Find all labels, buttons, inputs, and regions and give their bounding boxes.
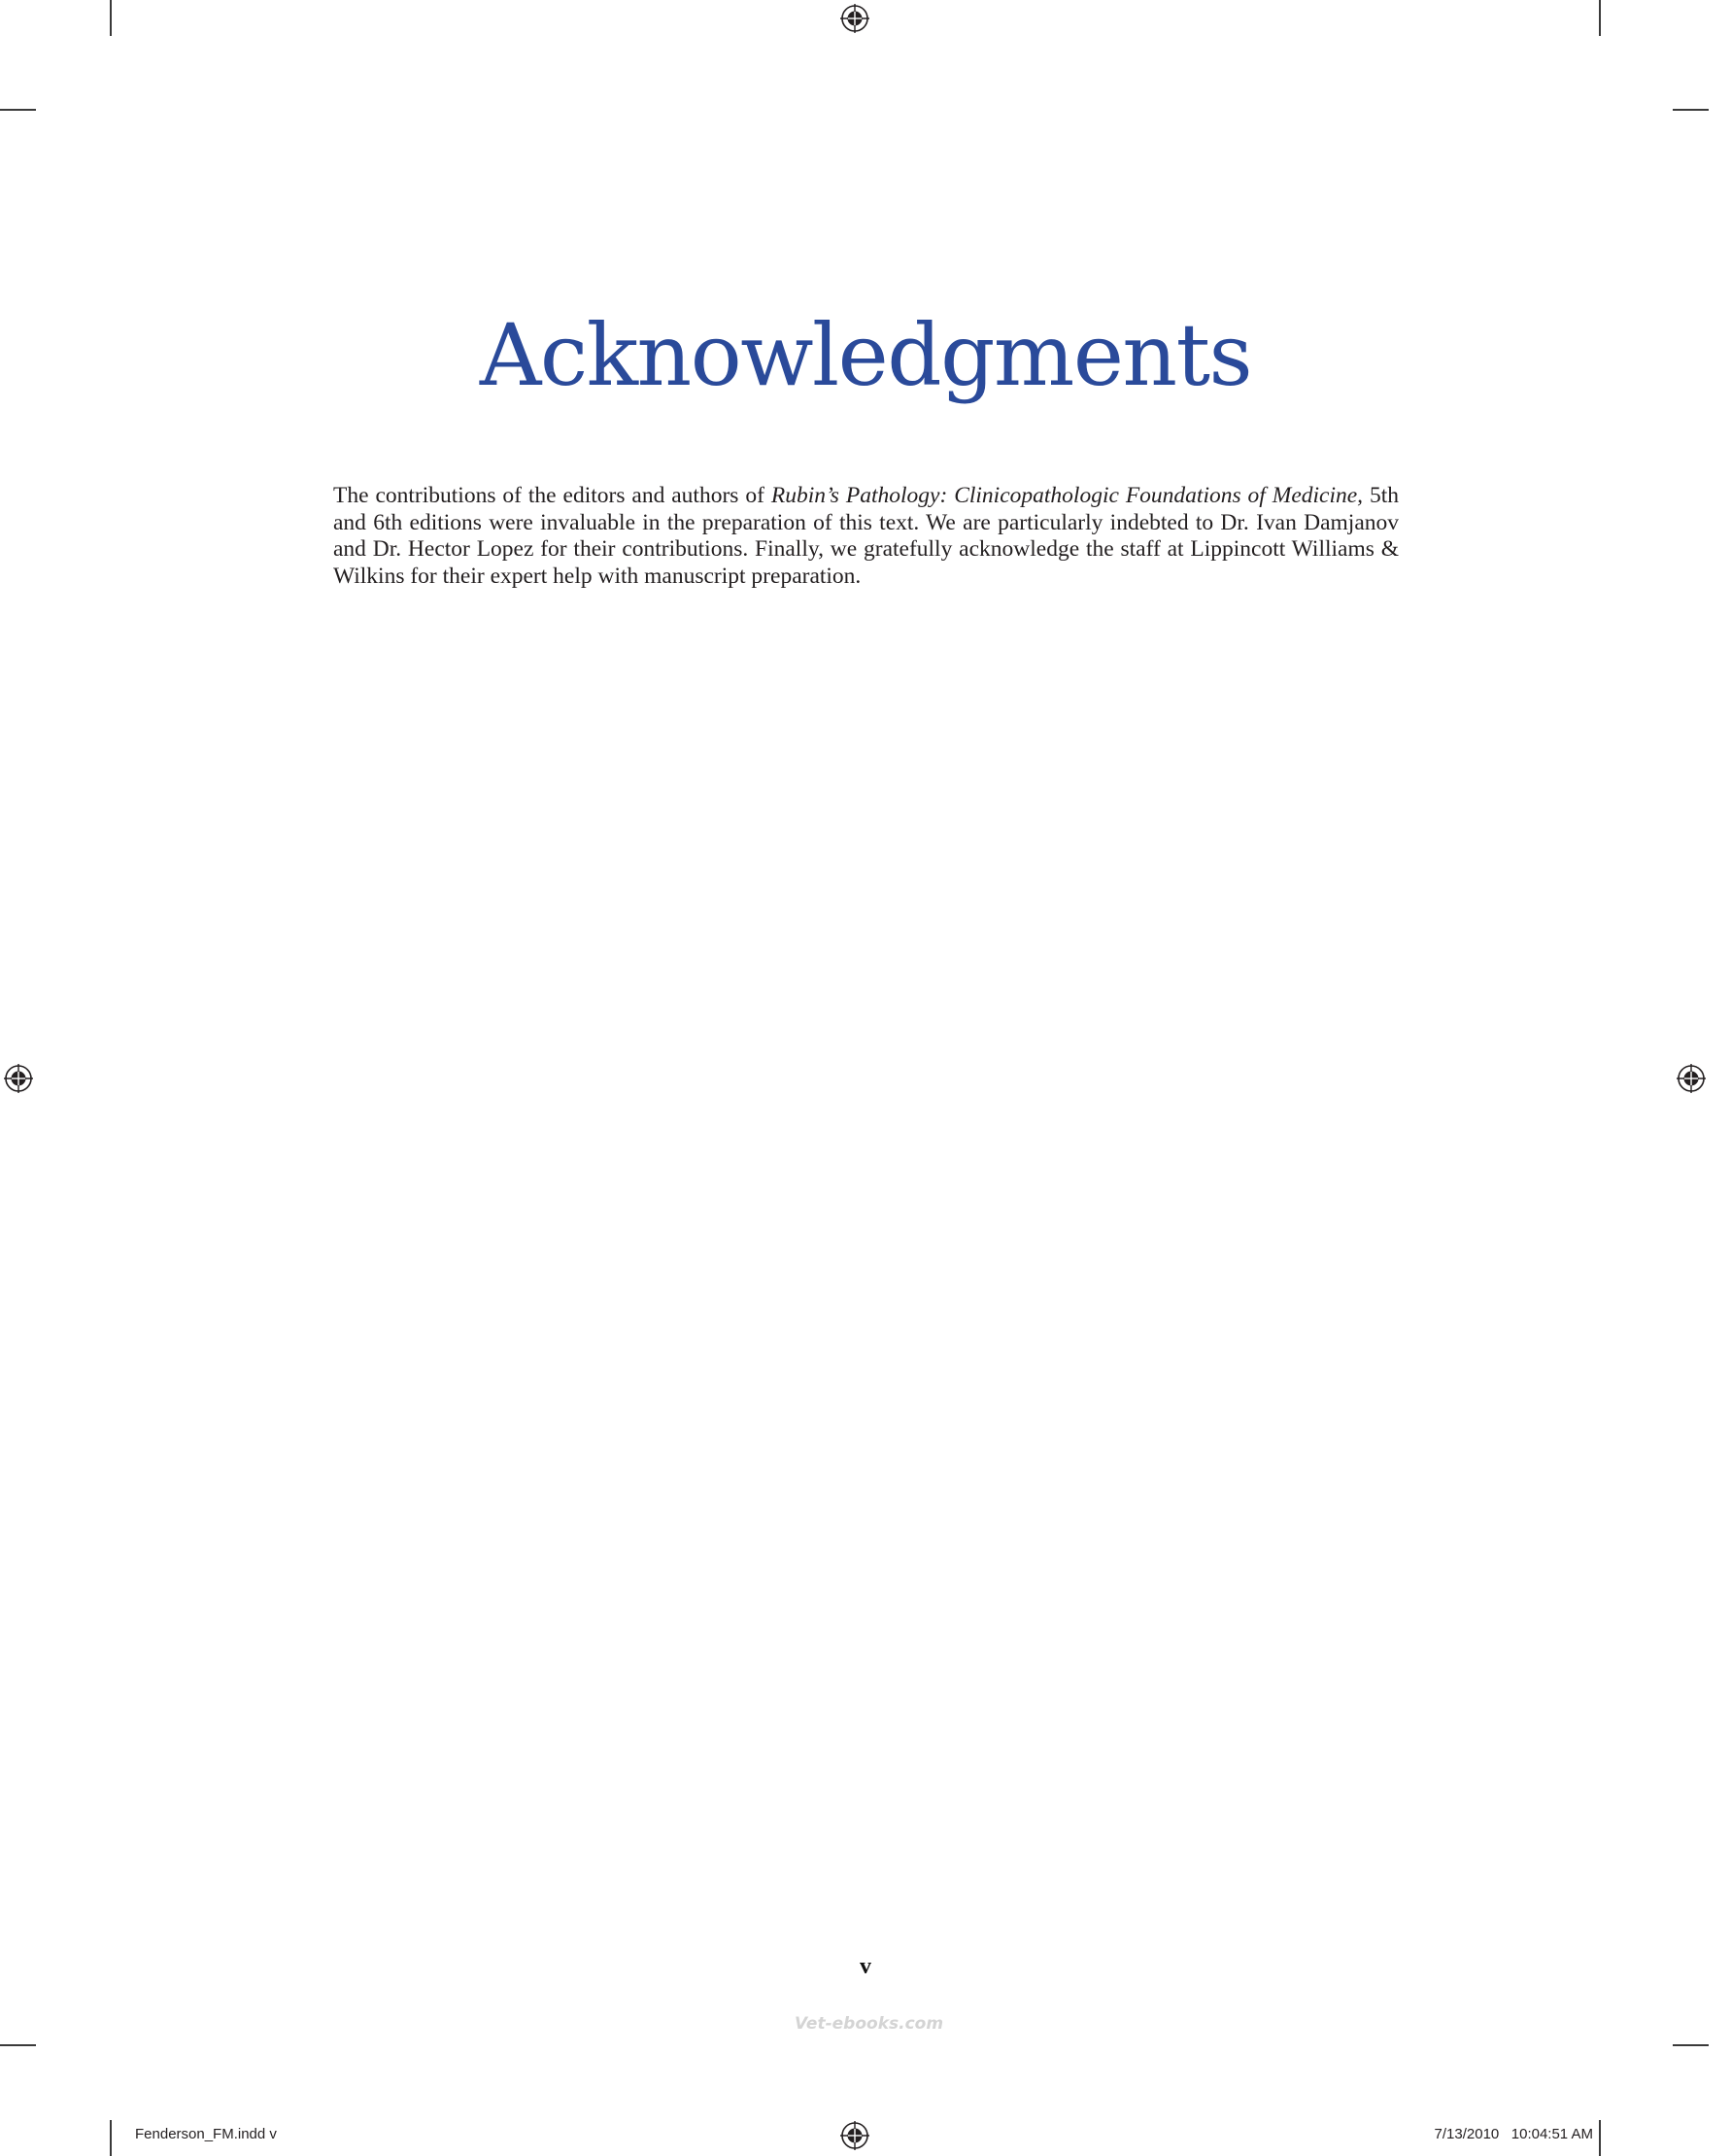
crop-mark-top-right — [1599, 0, 1601, 36]
paragraph-text-start: The contributions of the editors and authors of — [333, 483, 771, 508]
registration-mark-left-icon — [4, 1064, 33, 1093]
crop-mark-left-bottom — [0, 2044, 36, 2046]
svg-text:Vet-ebooks.com: Vet-ebooks.com — [795, 2014, 944, 2034]
registration-mark-top-icon — [840, 4, 869, 33]
registration-mark-bottom-icon — [840, 2121, 869, 2150]
page-title: Acknowledgments — [479, 305, 1252, 405]
crop-mark-bottom-right — [1599, 2120, 1601, 2156]
slug-filename: Fenderson_FM.indd v — [135, 2126, 277, 2142]
registration-mark-right-icon — [1677, 1064, 1706, 1093]
watermark-logo — [795, 2009, 944, 2035]
crop-mark-left-top — [0, 109, 36, 111]
acknowledgments-paragraph — [333, 483, 1399, 591]
crop-mark-top-left — [110, 0, 112, 36]
crop-mark-right-top — [1673, 109, 1709, 111]
page-number: v — [860, 1954, 871, 1979]
crop-mark-bottom-left — [110, 2120, 112, 2156]
crop-mark-right-bottom — [1673, 2044, 1709, 2046]
paragraph-text-end: 5th and 6th editions were invaluable in the preparation of this text. We are particularly indebted to Dr. Ivan Damjanov and Dr. Hector Lopez for their contributions. Finally, we gratefully acknowledge the staff at Lippincott Williams & Wilkins for their expert help with manuscript preparation. — [333, 483, 1400, 590]
book-title-italic: Rubin’s Pathology: Clinicopathologic Foundations of Medicine, — [770, 483, 1364, 508]
slug-timestamp: 7/13/2010 10:04:51 AM — [1434, 2126, 1593, 2142]
